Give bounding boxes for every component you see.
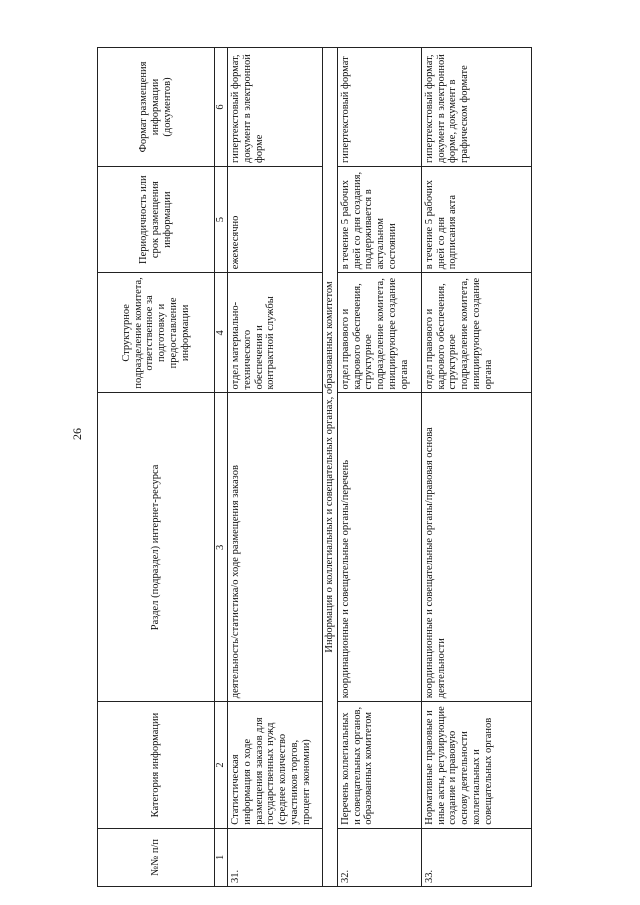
section-title-row: [323, 48, 338, 887]
row-period: в течение 5 рабочих дней со дня подписания акта: [421, 167, 531, 273]
row-category: Статистическая информация о ходе размещения заказов для государственных нужд (среднее количество участников торгов, процент экономии): [228, 702, 323, 829]
row-unit: отдел материально-технического обеспечения и контрактной службы: [228, 273, 323, 393]
row-category: Нормативные правовые и иные акты, регулирующие создание и правовую основу деятельности коллегиальных и совещательных органов: [421, 702, 531, 829]
table-row: [421, 48, 531, 887]
column-number: 5: [215, 167, 228, 273]
table-row: [337, 48, 421, 887]
row-number: 31.: [228, 828, 323, 886]
column-number: 3: [215, 393, 228, 702]
row-format: гипертекстовый формат: [337, 48, 421, 167]
header-num: №№ п/п: [98, 828, 215, 886]
header-unit: Структурное подразделение комитета, ответственное за подготовку и предоставление информации: [98, 273, 215, 393]
header-section: Раздел (подраздел) интернет-ресурса: [98, 393, 215, 702]
row-unit: отдел правового и кадрового обеспечения, структурное подразделение комитета, инициирующее создание органа: [421, 273, 531, 393]
column-number-row: [215, 48, 228, 887]
row-section: деятельность/статистика/о ходе размещения заказов: [228, 393, 323, 702]
column-number: 1: [215, 828, 228, 886]
row-unit: отдел правового и кадрового обеспечения, структурное подразделение комитета, инициирующее создание органа: [337, 273, 421, 393]
header-row: [98, 48, 215, 887]
header-format: Формат размещения информации (документов): [98, 48, 215, 167]
column-number: 2: [215, 702, 228, 829]
rotated-table-wrapper: [97, 47, 627, 887]
information-table: [97, 47, 532, 887]
row-period: в течение 5 рабочих дней со дня создания, поддерживается в актуальном состоянии: [337, 167, 421, 273]
column-number: 6: [215, 48, 228, 167]
row-section: координационные и совещательные органы/правовая основа деятельности: [421, 393, 531, 702]
table-row: [228, 48, 323, 887]
row-period: ежемесячно: [228, 167, 323, 273]
row-section: координационные и совещательные органы/перечень: [337, 393, 421, 702]
row-category: Перечень коллегиальных и совещательных органов, образованных комитетом: [337, 702, 421, 829]
header-period: Периодичность или срок размещения информации: [98, 167, 215, 273]
header-category: Категория информации: [98, 702, 215, 829]
column-number: 4: [215, 273, 228, 393]
row-format: гипертекстовый формат, документ в электронной форме, документ в графическом формате: [421, 48, 531, 167]
page-number: 26: [70, 428, 84, 440]
row-number: 32.: [337, 828, 421, 886]
row-number: 33.: [421, 828, 531, 886]
section-title: Информация о коллегиальных и совещательных органах, образованных комитетом: [323, 48, 338, 887]
row-format: гипертекстовый формат, документ в электронной форме: [228, 48, 323, 167]
